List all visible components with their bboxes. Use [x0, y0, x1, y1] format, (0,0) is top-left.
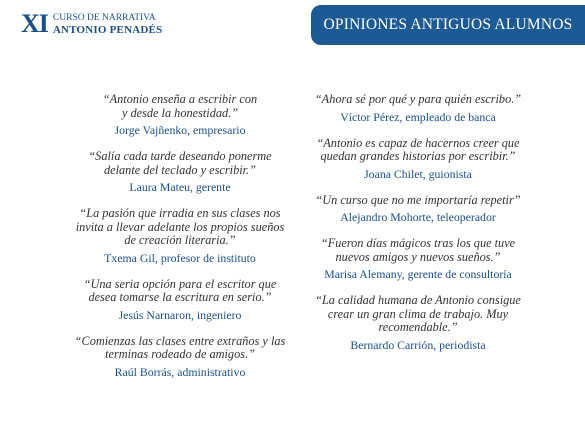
testimonial	[293, 194, 543, 225]
section-banner	[311, 5, 585, 45]
testimonial-quote: “Ahora sé por qué y para quién escribo.”	[314, 92, 522, 106]
page-title: OPINIONES ANTIGUOS ALUMNOS	[323, 16, 573, 33]
testimonial-quote: “Antonio enseña a escribir con y desde la honestidad.”	[102, 92, 258, 120]
testimonial-quote: “Comienzas las clases entre extraños y las terminas rodeado de amigos.”	[74, 333, 286, 361]
testimonial	[55, 93, 305, 137]
testimonial	[293, 294, 543, 352]
testimonial-author: Laura Mateu, gerente	[129, 180, 231, 194]
testimonial	[55, 150, 305, 194]
testimonial-quote: “Una seria opción para el escritor que desea tomarse la escritura en serio.”	[83, 276, 277, 304]
testimonial-quote: “Un curso que no me importaría repetir”	[315, 192, 521, 207]
testimonials-left-column	[55, 93, 305, 379]
testimonial-author: Jorge Vajñenko, empresario	[114, 123, 246, 137]
logo-author-name: ANTONIO PENADÉS	[52, 24, 163, 36]
testimonial	[55, 335, 305, 379]
testimonial-author: Jesús Narnaron, ingeniero	[118, 307, 242, 322]
testimonial-author: Txema Gil, profesor de instituto	[104, 250, 256, 265]
testimonial-author: Bernardo Carrión, periodista	[350, 337, 486, 352]
testimonial-author: Alejandro Mohorte, teleoperador	[340, 210, 496, 224]
testimonial	[293, 137, 543, 181]
testimonial	[293, 93, 543, 124]
logo-text	[53, 13, 162, 37]
testimonials-right-column	[293, 93, 543, 352]
testimonial-quote: “La calidad humana de Antonio consigue crear un gran clima de trabajo. Muy recomendable.”	[315, 293, 521, 334]
testimonial	[55, 278, 305, 322]
testimonial-quote: “Salía cada tarde deseando ponerme delante del teclado y escribir.”	[88, 149, 272, 177]
testimonial	[55, 207, 305, 265]
testimonial-author: Joana Chilet, guionista	[364, 166, 472, 181]
testimonial	[293, 237, 543, 281]
testimonial-author: Marisa Alemany, gerente de consultoría	[324, 267, 512, 281]
logo-course-name: CURSO DE NARRATIVA	[52, 13, 156, 23]
course-logo	[21, 9, 163, 38]
testimonial-quote: “Antonio es capaz de hacernos creer que quedan grandes historias por escribir.”	[316, 135, 520, 163]
testimonial-quote: “La pasión que irradia en sus clases nos invita a llevar adelante los propios sueños de creación literaria.”	[75, 206, 285, 247]
testimonial-author: Raúl Borrás, administrativo	[114, 364, 246, 379]
logo-roman-numeral: XI	[21, 9, 48, 38]
testimonial-author: Víctor Pérez, empleado de banca	[340, 109, 496, 124]
testimonial-quote: “Fueron días mágicos tras los que tuve nuevos amigos y nuevos sueños.”	[320, 236, 516, 264]
